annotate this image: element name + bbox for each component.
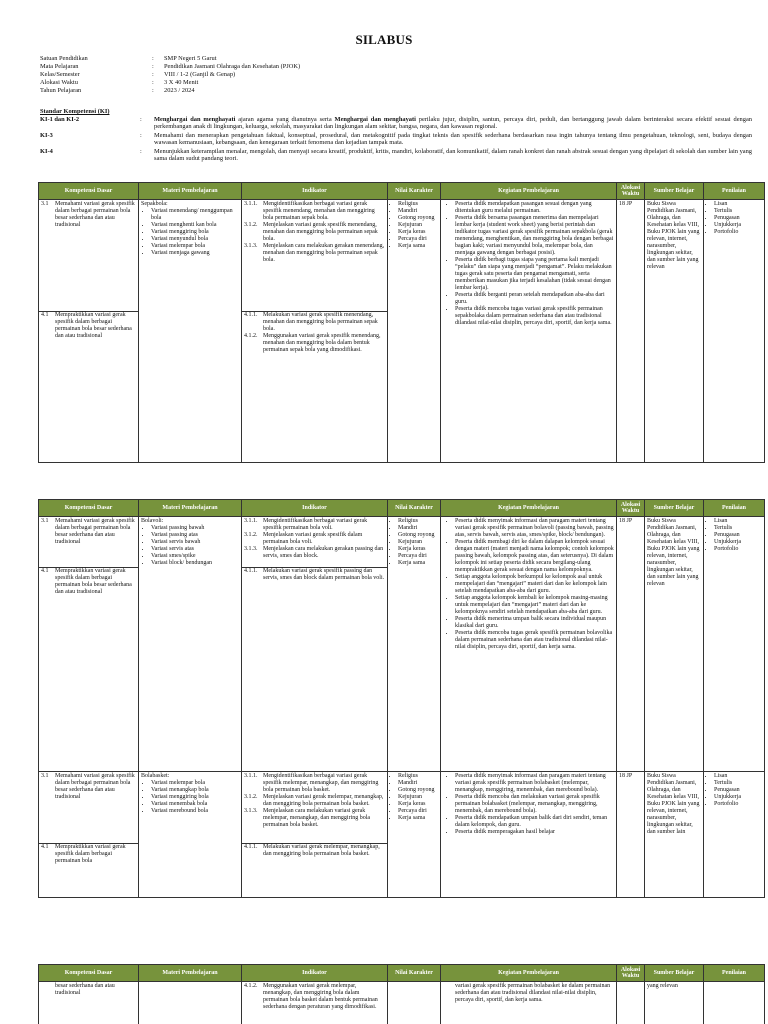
list-item: • Peserta didik berganti peran setelah mendapatkan aba-aba dari guru.: [455, 292, 614, 306]
penilaian-list: [706, 201, 762, 236]
kegiatan-cell: [441, 982, 617, 1024]
table-row: [39, 200, 765, 463]
indikator-cell: [242, 982, 388, 1024]
nilai-cell: [388, 982, 441, 1024]
sumber-cell: Buku Siswa Pendidikan Jasmani, Olahraga, dan Kesehatan kelas VIII, Buku PJOK lain yang relevan, internet, narasumber, lingkungan sekitar, dan sumber lain yang relevan: [645, 200, 704, 463]
list-item: • Peserta didik mendapatkan pasangan sesuai dengan yang ditentukan guru melalui permainan.: [455, 201, 614, 215]
header-sumber: Sumber Belajar: [645, 183, 704, 200]
alokasi-cell: 18 JP: [617, 517, 645, 772]
list-item: • Variasi menggiring bola: [151, 229, 239, 236]
list-item: • Religius: [398, 201, 438, 208]
indikator-text: Mengidentifikasikan berbagai variasi gerak spesifik permainan bola voli.: [263, 518, 368, 531]
kd-number: 3.1: [41, 518, 49, 524]
kegiatan-list: [443, 518, 614, 651]
ki-separator: :: [140, 147, 142, 155]
header-nilai: Nilai Karakter: [388, 965, 441, 982]
indikator-item: [244, 546, 385, 560]
list-item: • Portofolio: [714, 801, 762, 808]
alokasi-cell: 18 JP: [617, 772, 645, 898]
indikator-text: Melakukan variasi gerak spesifik passing dan servis, smes dan block dalam permainan bola voli.: [263, 568, 385, 581]
header-nilai: Nilai Karakter: [388, 183, 441, 200]
header-kegiatan: Kegiatan Pembelajaran: [441, 965, 617, 982]
kegiatan-cell: [441, 517, 617, 772]
list-item: • Lisan: [714, 773, 762, 780]
header-materi: Materi Pembelajaran: [139, 500, 242, 517]
table-row: [39, 982, 765, 1024]
indikator-item: [244, 333, 385, 354]
kd-text: Memahami variasi gerak spesifik dalam berbagai permainan bola besar sederhana dan atau tradisional: [55, 773, 135, 800]
indikator-text: Menggunakan variasi gerak spesifik menendang, menahan dan menggiring bola dalam bentuk permainan sepak bola yang dimodifikasi.: [263, 333, 381, 353]
header-penilaian: Penilaian: [704, 500, 765, 517]
list-item: • Tertulis: [714, 525, 762, 532]
indikator-group: [242, 843, 387, 858]
indikator-number: 3.1.1.: [244, 201, 258, 207]
list-item: • Peserta didik mendapatkan umpan balik dari diri sendiri, teman dalam kelompok, dan guru.: [455, 815, 614, 829]
list-item: • Setiap anggota kelompok kembali ke kelompok masing-masing untuk mempelajari dan “mengajari” materi dari dan ke kelompoknya sendiri setelah mendapatkan aba-aba dari guru.: [455, 595, 614, 616]
ki-text-part: perilaku jujur, disiplin, santun, percaya diri, peduli, dan bertanggung jawab dalam berinteraksi secara efektif sesuai dengan perkembangan anak di lingkungan, keluarga, sekolah, masyarakat dan lingkungan alam sekitar, bangsa, negara, dan kawasan regional.: [154, 115, 752, 131]
info-row: [40, 71, 300, 79]
materi-list: [141, 525, 239, 567]
list-item: • Variasi menyundul bola: [151, 236, 239, 243]
syllabus-table-sepakbola: [38, 182, 765, 463]
list-item: • Religius: [398, 773, 438, 780]
list-item: • Kerja keras: [398, 801, 438, 808]
header-sumber: Sumber Belajar: [645, 965, 704, 982]
list-item: • Penugasan: [714, 215, 762, 222]
kd-number: 4.1: [41, 844, 49, 850]
kd-text: Memahami variasi gerak spesifik dalam berbagai permainan bola besar sederhana dan atau tradisional: [55, 201, 135, 228]
indikator-number: 4.1.2.: [244, 333, 258, 339]
list-item: • Setiap anggota kelompok berkumpul ke kelompok asal untuk mempelajari dan “mengajari” materi dari dan ke kelompok lain setelah mendapatkan aba-aba dari guru.: [455, 574, 614, 595]
nilai-cell: [388, 517, 441, 772]
list-item: • Mandiri: [398, 208, 438, 215]
materi-list: [141, 780, 239, 815]
list-item: • Peserta didik mencoba tugas gerak spesifik permainan bolavolika dalam permainan sederhana dan atau tradisional dilandasi nilai-nilai disiplin, percaya diri, sportif, dan kerja sama.: [455, 630, 614, 651]
table-row: [39, 517, 765, 772]
document-title: SILABUS: [355, 32, 413, 47]
materi-title: Bolavoli:: [141, 518, 164, 524]
info-label: Tahun Pelajaran: [40, 86, 82, 94]
header-materi: Materi Pembelajaran: [139, 183, 242, 200]
list-item: • Kerja sama: [398, 243, 438, 250]
ki-text-part: ajaran agama yang dianutnya serta: [235, 115, 335, 123]
header-row: [39, 500, 765, 517]
kd-cell: [39, 517, 139, 772]
info-value: SMP Negeri 5 Garut: [164, 55, 217, 62]
list-item: • Variasi menembak bola: [151, 801, 239, 808]
list-item: • Portofolio: [714, 229, 762, 236]
table-row: [39, 772, 765, 898]
info-separator: :: [152, 70, 154, 78]
nilai-cell: [388, 200, 441, 463]
info-separator: :: [152, 62, 154, 70]
list-item: • Kejujuran: [398, 222, 438, 229]
materi-cell: [139, 517, 242, 772]
indikator-text: Melakukan variasi gerak melempar, menangkap, dan menggiring bola permainan bola basket.: [263, 844, 380, 857]
nilai-list: [390, 201, 438, 250]
nilai-cell: [388, 772, 441, 898]
info-label: Alokasi Waktu: [40, 78, 78, 86]
indikator-number: 4.1.2.: [244, 983, 258, 989]
indikator-cell: [242, 517, 388, 772]
kd-cell: [39, 772, 139, 898]
list-item: • Variasi melempar bola: [151, 243, 239, 250]
indikator-number: 3.1.2.: [244, 222, 258, 228]
list-item: • Portofolio: [714, 546, 762, 553]
indikator-item: [244, 201, 385, 222]
indikator-number: 4.1.1.: [244, 844, 258, 850]
header-alokasi: Alokasi Waktu: [617, 500, 645, 517]
list-item: • Gotong royong: [398, 532, 438, 539]
list-item: • Tertulis: [714, 780, 762, 787]
kd-item: [41, 518, 136, 567]
list-item: • Percaya diri: [398, 808, 438, 815]
materi-cell: [139, 772, 242, 898]
header-sumber: Sumber Belajar: [645, 500, 704, 517]
info-row: [40, 87, 300, 95]
penilaian-cell: [704, 517, 765, 772]
list-item: • Variasi melempar bola: [151, 780, 239, 787]
penilaian-list: [706, 518, 762, 553]
kd-number: 3.1: [41, 201, 49, 207]
list-item: • Peserta didik menyimak informasi dan paragam materi tentang variasi gerak spesifik permainan bolabasket (melempar, menangkap, menggiring, menembak, dan merebound bola).: [455, 773, 614, 794]
competency-standards: [40, 108, 752, 163]
indikator-item: [244, 532, 385, 546]
list-item: • Kejujuran: [398, 539, 438, 546]
indikator-text: Menjelaskan cara melakukan gerakan passing dan servis, smes dan block.: [263, 546, 384, 559]
info-value: Pendidikan Jasmani Olahraga dan Kesehatan (PJOK): [164, 62, 301, 70]
indikator-number: 3.1.2.: [244, 794, 258, 800]
list-item: • Penugasan: [714, 532, 762, 539]
ki-separator: :: [140, 115, 142, 123]
list-item: • Kerja keras: [398, 229, 438, 236]
list-item: • Unjukkerja: [714, 222, 762, 229]
alokasi-cell: [617, 982, 645, 1024]
header-row: [39, 183, 765, 200]
list-item: • Percaya diri: [398, 553, 438, 560]
sumber-cell: Buku Siswa Pendidikan Jasmani, Olahraga, dan Kesehatan kelas VIII, Buku PJOK lain yang relevan, internet, narasumber, lingkungan sekitar, dan sumber lain: [645, 772, 704, 898]
materi-cell: [139, 200, 242, 463]
indikator-number: 3.1.1.: [244, 773, 258, 779]
kd-number: 4.1: [41, 568, 49, 574]
ki-row: [40, 132, 752, 147]
indikator-text: Menjelaskan cara melakukan gerakan menendang, menahan dan menggiring bola permainan sepak bola.: [263, 243, 385, 263]
kd-item: [41, 201, 136, 311]
indikator-text: Menjelaskan variasi gerak spesifik dalam permainan bola voli.: [263, 532, 363, 545]
kd-cell: [39, 982, 139, 1024]
kd-text: besar sederhana dan atau tradisional: [55, 983, 115, 996]
list-item: • Peserta didik menyimak informasi dan paragam materi tentang variasi gerak spesifik permainan bolavoli (passing bawah, passing atas, servis bawah, servis atas, smes/spike, block/ bendungan).: [455, 518, 614, 539]
list-item: • Kejujuran: [398, 794, 438, 801]
indikator-number: 3.1.3.: [244, 808, 258, 814]
indikator-item: [244, 844, 385, 858]
info-value: 3 X 40 Menit: [164, 78, 199, 86]
info-label: Kelas/Semester: [40, 70, 80, 78]
indikator-item: [244, 312, 385, 333]
ki-text: [154, 116, 752, 131]
indikator-text: Menggunakan variasi gerak melempar, menangkap, dan menggiring bola dalam permainan bola basket dalam bentuk permainan sederhana dengan peraturan yang dimodifikasi.: [263, 983, 378, 1010]
kd-item: [39, 843, 138, 865]
ki-row: [40, 148, 752, 163]
indikator-item: [244, 243, 385, 264]
indikator-item: [244, 518, 385, 532]
header-kegiatan: Kegiatan Pembelajaran: [441, 500, 617, 517]
header-indikator: Indikator: [242, 183, 388, 200]
list-item: • Variasi passing bawah: [151, 525, 239, 532]
info-row: [40, 55, 300, 63]
ki-text: Memahami dan menerapkan pengetahuan faktual, konseptual, prosedural, dan metakognitif pada tingkat teknis dan spesifik sederhana berdasarkan rasa ingin tahunya tentang ilmu pengetahuan, teknologi, seni, budaya dengan wawasan kemanusiaan, kebangsaan, dan kenegaraan terkait fenomena dan kejadian tampak mata.: [154, 131, 752, 147]
kd-number: 3.1: [41, 773, 49, 779]
list-item: • Variasi menendang/ menggumpan bola: [151, 208, 239, 222]
list-item: • Peserta didik membagi diri ke dalam dalapan kelompok sesuai dengan materi (materi menjadi nama kelompok; contoh kelompok passing bawah, kelompok passing atas, dan seterusnya). Di dalam kelompok ini setiap peserta didik secara bergilang-ulang mempraktikkan gerak sesuai dengan nama kelompoknya.: [455, 539, 614, 574]
ki-emphasis: Menghargai dan menghayati: [154, 115, 236, 123]
indikator-cell: [242, 772, 388, 898]
kegiatan-list: [443, 201, 614, 327]
info-value: VIII / 1-2 (Ganjil & Genap): [164, 70, 236, 78]
indikator-group: [244, 773, 385, 843]
header-penilaian: Penilaian: [704, 183, 765, 200]
materi-title: Sepakbola:: [141, 201, 168, 207]
info-row: [40, 79, 300, 87]
kd-number: [41, 983, 55, 997]
penilaian-list: [706, 773, 762, 808]
header-nilai: Nilai Karakter: [388, 500, 441, 517]
indikator-number: 4.1.1.: [244, 312, 258, 318]
list-item: • Tertulis: [714, 208, 762, 215]
indikator-text: Menjelaskan variasi gerak spesifik menendang, menahan dan menggiring bola permainan sepak bola.: [263, 222, 378, 242]
alokasi-cell: 18 JP: [617, 200, 645, 463]
indikator-group: [244, 518, 385, 567]
indikator-group: [242, 311, 387, 354]
syllabus-table-voli-basket: [38, 499, 765, 898]
list-item: • Peserta didik berbagi tugas siapa yang pertama kali menjadi “pelaku” dan siapa yang menjadi “pengamat”. Pelaku melakukan tugas gerak satu peserta dan pengamat mengamati, serta memberikan masukan jika terjadi kesalahan (tidak sesuai dengan lembar kerja).: [455, 257, 614, 292]
header-alokasi: Alokasi Waktu: [617, 965, 645, 982]
list-item: • Kerja sama: [398, 815, 438, 822]
list-item: • Peserta didik bersama pasangan menerima dan mempelajari lembar kerja (student work sheet) yang berisi perintah dan indikator tugas variasi gerak spesifik permainan sepakbola (gerak menendang, menghentikan, dan menggiring bola dengan berbagai bagian kaki; variasi menyundul bola, melempar bola, dan menjaga gawang dengan berbagai posisi).: [455, 215, 614, 257]
info-separator: :: [152, 55, 154, 62]
list-item: • Variasi servis atas: [151, 546, 239, 553]
ki-row: [40, 116, 752, 131]
indikator-number: 3.1.1.: [244, 518, 258, 524]
list-item: • Variasi menjaga gawang: [151, 250, 239, 257]
indikator-cell: [242, 200, 388, 463]
list-item: • Variasi smes/spike: [151, 553, 239, 560]
kegiatan-cell: [441, 772, 617, 898]
list-item: • Lisan: [714, 518, 762, 525]
kd-item: [39, 311, 138, 340]
indikator-group: [242, 567, 387, 582]
standards-heading: Standar Kompetensi (KI): [40, 108, 110, 115]
list-item: • Unjukkerja: [714, 794, 762, 801]
list-item: • Peserta didik mencoba tugas variasi gerak spesifik permainan sepakbolaka dalam permainan sederhana dan atau tradisional dilandasi nilai-nilai disiplin, percaya diri, sportif, dan kerja sama.: [455, 306, 614, 327]
indikator-number: 3.1.3.: [244, 243, 258, 249]
ki-key: KI-3: [40, 131, 53, 139]
kd-text: Mempraktikkan variasi gerak spesifik dalam berbagai permainan bola besar sederhana dan atau tradisional: [55, 312, 132, 339]
nilai-list: [390, 518, 438, 567]
materi-list: [141, 208, 239, 257]
header-kd: Kompetensi Dasar: [39, 965, 139, 982]
kegiatan-list: [443, 773, 614, 836]
materi-title: Bolabasket:: [141, 773, 170, 779]
syllabus-table-continued: [38, 964, 765, 1024]
header-indikator: Indikator: [242, 965, 388, 982]
list-item: • Lisan: [714, 201, 762, 208]
sumber-cell: yang relevan: [645, 982, 704, 1024]
list-item: • Religius: [398, 518, 438, 525]
penilaian-cell: [704, 982, 765, 1024]
ki-text: Menunjukkan keterampilan menalar, mengolah, dan menyaji secara kreatif, produktif, kritis, mandiri, kolaboratif, dan komunikatif, dalam ranah konkret dan ranah abstrak sesuai dengan yang dipelajari di sekolah dan sumber lain yang sama dalam sudut pandang teori.: [154, 147, 752, 162]
kd-item: [39, 567, 138, 596]
info-separator: :: [152, 78, 154, 86]
kd-number: 4.1: [41, 312, 49, 318]
header-alokasi: Alokasi Waktu: [617, 183, 645, 200]
identity-block: [40, 55, 300, 95]
list-item: • Peserta didik mencoba dan melakukan variasi gerak spesifik permainan bolabasket (melempar, menangkap, menggiring, menembak, dan merebound bola).: [455, 794, 614, 815]
list-item: • Variasi menangkap bola: [151, 787, 239, 794]
info-label: Satuan Pendidikan: [40, 55, 88, 62]
header-kegiatan: Kegiatan Pembelajaran: [441, 183, 617, 200]
ki-key: KI-4: [40, 147, 53, 155]
list-item: • Variasi passing atas: [151, 532, 239, 539]
info-separator: :: [152, 86, 154, 94]
indikator-text: Mengidentifikasikan berbagai variasi gerak spesifik menendang, menahan dan menggiring bola permainan sepak bola.: [263, 201, 375, 221]
list-item: • Variasi block/ bendungan: [151, 560, 239, 567]
indikator-text: Melakukan variasi gerak spesifik menendang, menahan dan menggiring bola permainan sepak bola.: [263, 312, 378, 332]
header-kd: Kompetensi Dasar: [39, 500, 139, 517]
kd-text: Mempraktikkan variasi gerak spesifik dalam berbagai permainan bola besar sederhana dan atau tradisional: [55, 568, 132, 595]
indikator-item: [244, 808, 385, 829]
list-item: • Kerja sama: [398, 560, 438, 567]
indikator-item: [244, 983, 385, 1011]
nilai-list: [390, 773, 438, 822]
indikator-number: 3.1.2.: [244, 532, 258, 538]
header-materi: Materi Pembelajaran: [139, 965, 242, 982]
list-item: • Mandiri: [398, 780, 438, 787]
indikator-group: [244, 201, 385, 311]
penilaian-cell: [704, 772, 765, 898]
info-row: [40, 63, 300, 71]
header-row: [39, 965, 765, 982]
list-item: • Peserta didik menerima umpan balik secara individual maupun klasikal dari guru.: [455, 616, 614, 630]
indikator-item: [244, 773, 385, 794]
indikator-number: 3.1.3.: [244, 546, 258, 552]
list-item: • Gotong royong: [398, 787, 438, 794]
kd-text: Mempraktikkan variasi gerak spesifik dalam berbagai permainan bola: [55, 844, 126, 864]
indikator-item: [244, 568, 385, 582]
info-label: Mata Pelajaran: [40, 62, 79, 70]
list-item: • Variasi merebound bola: [151, 808, 239, 815]
list-item: • Penugasan: [714, 787, 762, 794]
kegiatan-cell: [441, 200, 617, 463]
kd-item: [41, 983, 136, 997]
kegiatan-text: variasi gerak spesifik permainan bolabasket ke dalam permainan sederhana dan atau tradisional dilandasi nilai-nilai disiplin, percaya diri, sportif, dan kerja sama.: [455, 983, 611, 1003]
sumber-cell: Buku Siswa Pendidikan Jasmani, Olahraga, dan Kesehatan kelas VIII, Buku PJOK lain yang relevan, internet, narasumber, lingkungan sekitar, dan sumber lain yang relevan: [645, 517, 704, 772]
kd-item: [41, 773, 136, 843]
indikator-text: Menjelaskan cara melakukan variasi gerak melempar, menangkap, dan menggiring bola permainan bola basket.: [263, 808, 371, 828]
indikator-text: Mengidentifikasikan berbagai variasi gerak spesifik melempar, menangkap, dan menggiring bola permainan bola basket.: [263, 773, 379, 793]
indikator-item: [244, 794, 385, 808]
list-item: • Mandiri: [398, 525, 438, 532]
penilaian-cell: [704, 200, 765, 463]
header-indikator: Indikator: [242, 500, 388, 517]
materi-cell: [139, 982, 242, 1024]
list-item: • Variasi servis bawah: [151, 539, 239, 546]
ki-separator: :: [140, 131, 142, 139]
indikator-text: Menjelaskan variasi gerak melempar, menangkap, dan menggiring bola permainan bola basket.: [263, 794, 384, 807]
list-item: • Variasi menggiring bola: [151, 794, 239, 801]
list-item: • Unjukkerja: [714, 539, 762, 546]
list-item: • Peserta didik memperagakan hasil belajar: [455, 829, 614, 836]
list-item: • Kerja keras: [398, 546, 438, 553]
indikator-number: 4.1.1.: [244, 568, 258, 574]
header-penilaian: Penilaian: [704, 965, 765, 982]
ki-key: KI-1 dan KI-2: [40, 115, 80, 123]
list-item: • Gotong royong: [398, 215, 438, 222]
info-value: 2023 / 2024: [164, 86, 195, 94]
kd-text: Memahami variasi gerak spesifik dalam berbagai permainan bola besar sederhana dan atau tradisional: [55, 518, 135, 545]
indikator-item: [244, 222, 385, 243]
ki-emphasis: Menghargai dan menghayati: [334, 115, 416, 123]
list-item: • Percaya diri: [398, 236, 438, 243]
list-item: • Variasi menghenti kan bola: [151, 222, 239, 229]
header-kd: Kompetensi Dasar: [39, 183, 139, 200]
kd-cell: [39, 200, 139, 463]
